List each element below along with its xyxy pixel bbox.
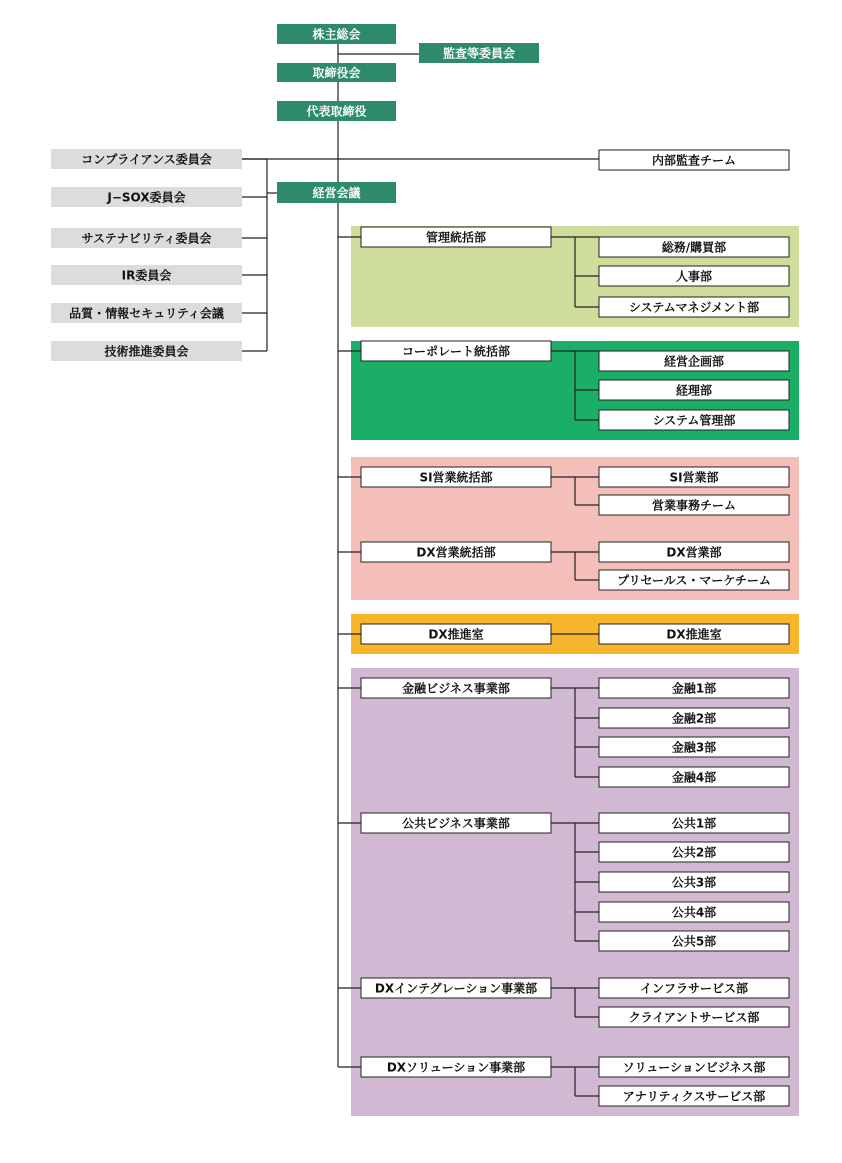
internal-audit-team-label: 内部監査チーム bbox=[651, 153, 737, 168]
dept-4-1-1-label: 公共2部 bbox=[671, 845, 717, 860]
representative-director-label: 代表取締役 bbox=[306, 104, 367, 119]
dept-4-3-0-label: ソリューションビジネス部 bbox=[622, 1060, 766, 1075]
management-meeting bbox=[277, 182, 396, 203]
dept-4-1-2-label: 公共3部 bbox=[671, 875, 717, 890]
committee-5 bbox=[51, 341, 242, 361]
dept-4-0-1-label: 金融2部 bbox=[671, 711, 717, 726]
dept-4-0-1 bbox=[599, 708, 789, 728]
dept-4-3-0 bbox=[599, 1057, 789, 1077]
dept-2-0-0-label: SI営業部 bbox=[669, 470, 719, 485]
division-4-1-label: 公共ビジネス事業部 bbox=[402, 816, 510, 831]
board-of-directors bbox=[277, 63, 396, 82]
dept-3-0-0 bbox=[599, 624, 789, 644]
dept-2-0-0 bbox=[599, 467, 789, 487]
committee-4 bbox=[51, 303, 242, 323]
dept-0-0-2-label: システムマネジメント部 bbox=[628, 300, 760, 315]
dept-4-0-0 bbox=[599, 678, 789, 698]
dept-1-0-2-label: システム管理部 bbox=[652, 413, 736, 428]
shareholders-meeting bbox=[277, 24, 396, 44]
audit-committee-label: 監査等委員会 bbox=[442, 46, 516, 61]
division-4-1 bbox=[361, 813, 551, 833]
dept-2-1-1-label: プリセールス・マーケチーム bbox=[617, 573, 771, 588]
division-4-2-label: DXインテグレーション事業部 bbox=[374, 981, 538, 996]
dept-4-1-2 bbox=[599, 872, 789, 892]
dept-4-0-0-label: 金融1部 bbox=[671, 681, 717, 696]
dept-4-1-0-label: 公共1部 bbox=[671, 816, 717, 831]
dept-2-0-1-label: 営業事務チーム bbox=[651, 498, 737, 513]
division-3-0 bbox=[361, 624, 551, 644]
dept-0-0-0-label: 総務/購買部 bbox=[661, 240, 727, 255]
dept-4-2-1-label: クライアントサービス部 bbox=[628, 1010, 760, 1025]
dept-0-0-1 bbox=[599, 266, 789, 286]
management-meeting-label: 経営会議 bbox=[312, 186, 361, 200]
internal-audit-team bbox=[599, 150, 789, 170]
division-4-2 bbox=[361, 978, 551, 998]
committee-3 bbox=[51, 265, 242, 285]
dept-4-1-4 bbox=[599, 931, 789, 951]
dept-4-1-3 bbox=[599, 902, 789, 922]
dept-4-0-3 bbox=[599, 767, 789, 787]
division-2-1-label: DX営業統括部 bbox=[416, 545, 496, 560]
division-2-0 bbox=[361, 467, 551, 487]
dept-1-0-0-label: 経営企画部 bbox=[663, 354, 725, 369]
division-0-0 bbox=[361, 227, 551, 247]
dept-4-3-1-label: アナリティクスサービス部 bbox=[622, 1089, 766, 1104]
audit-committee bbox=[419, 43, 539, 63]
dept-2-1-0 bbox=[599, 542, 789, 562]
division-1-0 bbox=[361, 341, 551, 361]
dept-1-0-1-label: 経理部 bbox=[675, 383, 713, 398]
dept-4-2-0 bbox=[599, 978, 789, 998]
dept-4-1-0 bbox=[599, 813, 789, 833]
division-4-0-label: 金融ビジネス事業部 bbox=[402, 681, 510, 696]
dept-4-0-3-label: 金融4部 bbox=[671, 770, 717, 785]
dept-4-1-4-label: 公共5部 bbox=[671, 934, 717, 949]
dept-2-1-1 bbox=[599, 570, 789, 590]
dept-4-2-1 bbox=[599, 1007, 789, 1027]
dept-1-0-1 bbox=[599, 380, 789, 400]
division-4-3-label: DXソリューション事業部 bbox=[386, 1060, 526, 1075]
dept-1-0-2 bbox=[599, 410, 789, 430]
dept-4-3-1 bbox=[599, 1086, 789, 1106]
board-of-directors-label: 取締役会 bbox=[312, 66, 361, 80]
shareholders-meeting-label: 株主総会 bbox=[312, 27, 361, 42]
committee-0-label: コンプライアンス委員会 bbox=[81, 152, 212, 167]
division-0-0-label: 管理統括部 bbox=[425, 230, 487, 245]
dept-0-0-2 bbox=[599, 297, 789, 317]
dept-3-0-0-label: DX推進室 bbox=[666, 627, 722, 642]
division-4-3 bbox=[361, 1057, 551, 1077]
committee-5-label: 技術推進委員会 bbox=[104, 344, 189, 359]
committee-4-label: 品質・情報セキュリティ会議 bbox=[69, 306, 224, 321]
dept-4-2-0-label: インフラサービス部 bbox=[639, 981, 749, 996]
dept-0-0-1-label: 人事部 bbox=[675, 269, 713, 284]
division-4-0 bbox=[361, 678, 551, 698]
dept-4-0-2 bbox=[599, 737, 789, 757]
committee-2-label: サステナビリティ委員会 bbox=[81, 231, 212, 246]
committee-3-label: IR委員会 bbox=[121, 268, 172, 283]
dept-2-1-0-label: DX営業部 bbox=[666, 545, 722, 560]
representative-director bbox=[277, 101, 396, 121]
dept-4-0-2-label: 金融3部 bbox=[671, 740, 717, 755]
dept-1-0-0 bbox=[599, 351, 789, 371]
division-3-0-label: DX推進室 bbox=[428, 627, 484, 642]
committee-2 bbox=[51, 228, 242, 248]
division-1-0-label: コーポレート統括部 bbox=[401, 344, 511, 359]
division-2-0-label: SI営業統括部 bbox=[419, 470, 493, 485]
committee-1-label: J−SOX委員会 bbox=[107, 190, 186, 205]
dept-4-1-3-label: 公共4部 bbox=[671, 905, 717, 920]
division-2-1 bbox=[361, 542, 551, 562]
committee-0 bbox=[51, 149, 242, 169]
dept-0-0-0 bbox=[599, 237, 789, 257]
committee-1 bbox=[51, 187, 242, 207]
dept-2-0-1 bbox=[599, 495, 789, 515]
dept-4-1-1 bbox=[599, 842, 789, 862]
